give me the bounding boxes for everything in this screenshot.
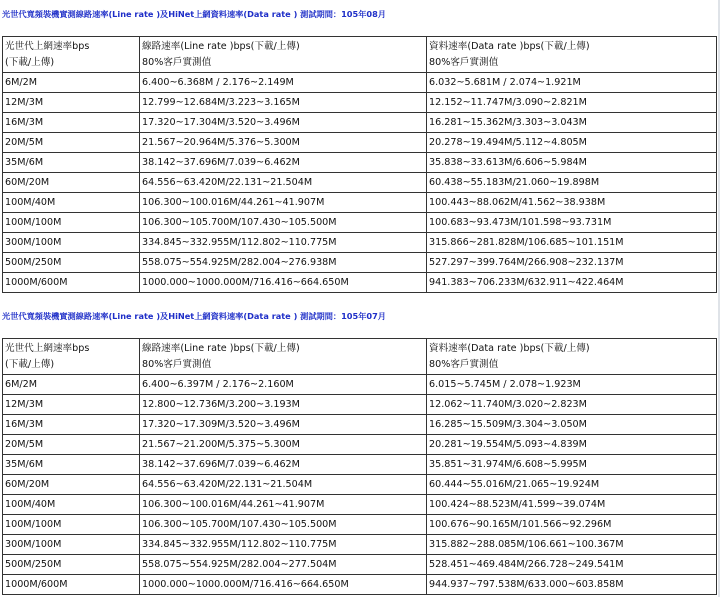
line-rate-cell: 334.845~332.955M/112.802~110.775M [140, 535, 427, 555]
line-rate-cell: 1000.000~1000.000M/716.416~664.650M [140, 575, 427, 595]
table-row [3, 113, 717, 133]
table-header-row [3, 37, 717, 73]
speed-cell: 20M/5M [3, 435, 140, 455]
speed-cell: 100M/40M [3, 495, 140, 515]
table-row [3, 415, 717, 435]
speed-cell: 6M/2M [3, 73, 140, 93]
data-rate-cell: 20.281~19.554M/5.093~4.839M [427, 435, 717, 455]
line-rate-cell: 38.142~37.696M/7.039~6.462M [140, 153, 427, 173]
line-rate-cell: 106.300~105.700M/107.430~105.500M [140, 213, 427, 233]
speed-cell: 500M/250M [3, 555, 140, 575]
table-row [3, 495, 717, 515]
line-rate-cell: 12.800~12.736M/3.200~3.193M [140, 395, 427, 415]
line-rate-cell: 64.556~63.420M/22.131~21.504M [140, 173, 427, 193]
table-row [3, 93, 717, 113]
header-speed-cell [3, 339, 140, 375]
speed-cell: 300M/100M [3, 535, 140, 555]
speed-cell: 1000M/600M [3, 575, 140, 595]
data-rate-cell: 35.851~31.974M/6.608~5.995M [427, 455, 717, 475]
section-title-jul: 光世代寬頻裝機實測線路速率(Line rate )及HiNet上網資料速率(Data rate ) 測試期間：105年07月 [2, 311, 386, 321]
header-speed-cell [3, 37, 140, 73]
table-row [3, 475, 717, 495]
table-header-row [3, 339, 717, 375]
table-row [3, 575, 717, 595]
header-speed-title: 光世代上網速率bps [5, 41, 90, 52]
table-row [3, 273, 717, 293]
speed-cell: 300M/100M [3, 233, 140, 253]
data-rate-cell: 315.866~281.828M/106.685~101.151M [427, 233, 717, 253]
table-row [3, 375, 717, 395]
speed-cell: 35M/6M [3, 455, 140, 475]
line-rate-cell: 106.300~105.700M/107.430~105.500M [140, 515, 427, 535]
line-rate-cell: 17.320~17.304M/3.520~3.496M [140, 113, 427, 133]
header-line-rate-cell [140, 339, 427, 375]
header-data-rate-cell [427, 37, 717, 73]
rate-table-jul [2, 338, 717, 595]
line-rate-cell: 6.400~6.397M / 2.176~2.160M [140, 375, 427, 395]
speed-cell: 500M/250M [3, 253, 140, 273]
table-row [3, 535, 717, 555]
data-rate-cell: 20.278~19.494M/5.112~4.805M [427, 133, 717, 153]
header-data-rate-subtitle: 80%客戶實測值 [429, 359, 499, 370]
header-speed-subtitle: (下載/上傳) [5, 57, 55, 68]
speed-cell: 100M/100M [3, 515, 140, 535]
header-line-rate-title: 線路速率(Line rate )bps(下載/上傳) [142, 343, 300, 354]
speed-cell: 60M/20M [3, 475, 140, 495]
header-data-rate-title: 資料速率(Data rate )bps(下載/上傳) [429, 41, 590, 52]
table-row [3, 73, 717, 93]
data-rate-cell: 100.424~88.523M/41.599~39.074M [427, 495, 717, 515]
data-rate-cell: 941.383~706.233M/632.911~422.464M [427, 273, 717, 293]
line-rate-cell: 12.799~12.684M/3.223~3.165M [140, 93, 427, 113]
data-rate-cell: 6.015~5.745M / 2.078~1.923M [427, 375, 717, 395]
data-rate-cell: 100.683~93.473M/101.598~93.731M [427, 213, 717, 233]
table-row [3, 213, 717, 233]
header-data-rate-title: 資料速率(Data rate )bps(下載/上傳) [429, 343, 590, 354]
table-row [3, 435, 717, 455]
speed-cell: 16M/3M [3, 415, 140, 435]
line-rate-cell: 21.567~20.964M/5.376~5.300M [140, 133, 427, 153]
header-data-rate-subtitle: 80%客戶實測值 [429, 57, 499, 68]
data-rate-cell: 60.438~55.183M/21.060~19.898M [427, 173, 717, 193]
line-rate-cell: 1000.000~1000.000M/716.416~664.650M [140, 273, 427, 293]
speed-cell: 12M/3M [3, 93, 140, 113]
line-rate-cell: 106.300~100.016M/44.261~41.907M [140, 193, 427, 213]
line-rate-cell: 38.142~37.696M/7.039~6.462M [140, 455, 427, 475]
data-rate-cell: 100.676~90.165M/101.566~92.296M [427, 515, 717, 535]
header-speed-subtitle: (下載/上傳) [5, 359, 55, 370]
data-rate-cell: 16.285~15.509M/3.304~3.050M [427, 415, 717, 435]
header-line-rate-subtitle: 80%客戶實測值 [142, 57, 212, 68]
data-rate-cell: 6.032~5.681M / 2.074~1.921M [427, 73, 717, 93]
line-rate-cell: 334.845~332.955M/112.802~110.775M [140, 233, 427, 253]
speed-cell: 1000M/600M [3, 273, 140, 293]
speed-cell: 12M/3M [3, 395, 140, 415]
header-speed-title: 光世代上網速率bps [5, 343, 90, 354]
speed-cell: 35M/6M [3, 153, 140, 173]
section-title-aug: 光世代寬頻裝機實測線路速率(Line rate )及HiNet上網資料速率(Data rate ) 測試期間：105年08月 [2, 9, 386, 19]
table-row [3, 173, 717, 193]
data-rate-cell: 944.937~797.538M/633.000~603.858M [427, 575, 717, 595]
data-rate-cell: 12.062~11.740M/3.020~2.823M [427, 395, 717, 415]
data-rate-cell: 12.152~11.747M/3.090~2.821M [427, 93, 717, 113]
header-line-rate-title: 線路速率(Line rate )bps(下載/上傳) [142, 41, 300, 52]
table-row [3, 193, 717, 213]
rate-table-aug [2, 36, 717, 293]
data-rate-cell: 100.443~88.062M/41.562~38.938M [427, 193, 717, 213]
table-row [3, 455, 717, 475]
table-row [3, 555, 717, 575]
table-row [3, 233, 717, 253]
line-rate-cell: 558.075~554.925M/282.004~276.938M [140, 253, 427, 273]
speed-cell: 20M/5M [3, 133, 140, 153]
data-rate-cell: 60.444~55.016M/21.065~19.924M [427, 475, 717, 495]
line-rate-cell: 21.567~21.200M/5.375~5.300M [140, 435, 427, 455]
speed-cell: 6M/2M [3, 375, 140, 395]
table-row [3, 153, 717, 173]
header-line-rate-subtitle: 80%客戶實測值 [142, 359, 212, 370]
speed-cell: 100M/40M [3, 193, 140, 213]
speed-cell: 100M/100M [3, 213, 140, 233]
table-row [3, 253, 717, 273]
data-rate-cell: 528.451~469.484M/266.728~249.541M [427, 555, 717, 575]
header-line-rate-cell [140, 37, 427, 73]
data-rate-cell: 35.838~33.613M/6.606~5.984M [427, 153, 717, 173]
header-data-rate-cell [427, 339, 717, 375]
line-rate-cell: 106.300~100.016M/44.261~41.907M [140, 495, 427, 515]
line-rate-cell: 64.556~63.420M/22.131~21.504M [140, 475, 427, 495]
data-rate-cell: 315.882~288.085M/106.661~100.367M [427, 535, 717, 555]
line-rate-cell: 6.400~6.368M / 2.176~2.149M [140, 73, 427, 93]
data-rate-cell: 527.297~399.764M/266.908~232.137M [427, 253, 717, 273]
line-rate-cell: 558.075~554.925M/282.004~277.504M [140, 555, 427, 575]
speed-cell: 16M/3M [3, 113, 140, 133]
data-rate-cell: 16.281~15.362M/3.303~3.043M [427, 113, 717, 133]
table-row [3, 515, 717, 535]
line-rate-cell: 17.320~17.309M/3.520~3.496M [140, 415, 427, 435]
table-row [3, 395, 717, 415]
table-row [3, 133, 717, 153]
speed-cell: 60M/20M [3, 173, 140, 193]
